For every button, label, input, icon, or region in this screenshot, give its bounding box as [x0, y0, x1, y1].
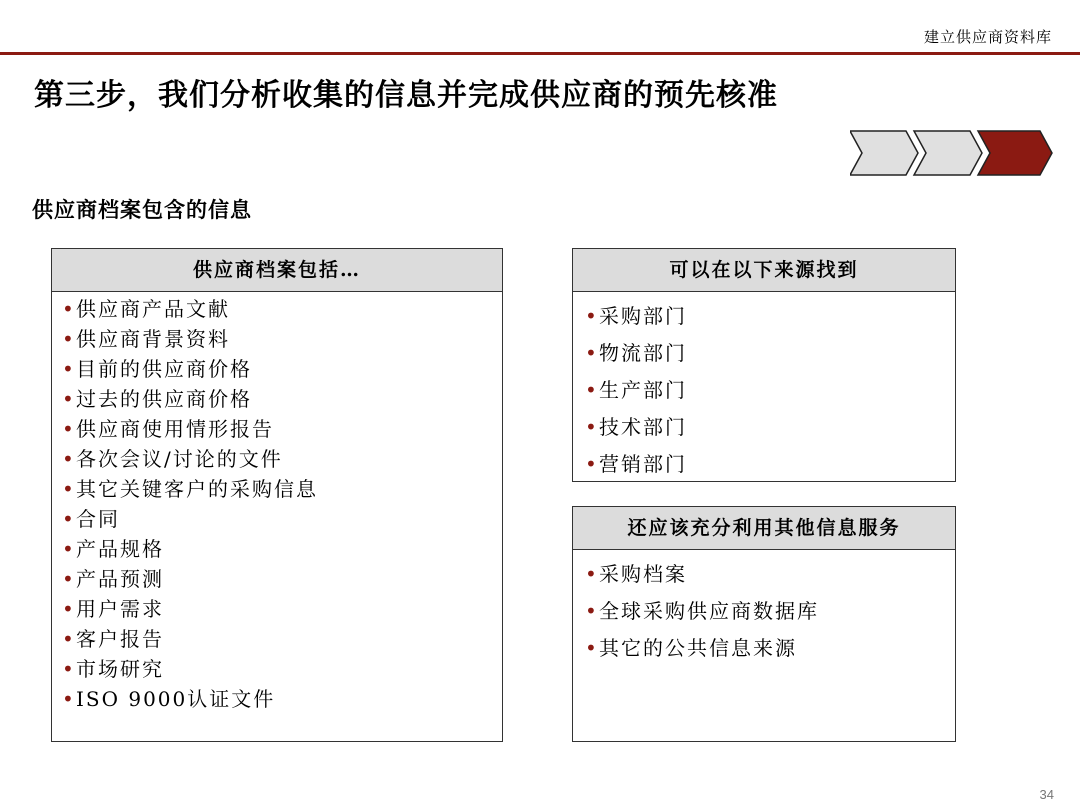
list-item	[62, 474, 502, 504]
list-item	[585, 298, 955, 335]
section-label: 建立供应商资料库	[923, 28, 1052, 46]
bullet-icon: •	[62, 477, 76, 501]
sources-heading: 可以在以下来源找到	[573, 249, 955, 292]
step-2-chevron	[914, 131, 982, 175]
list-item	[585, 372, 955, 409]
list-item-text: 营销部门	[599, 452, 687, 476]
list-item-text: ISO 9000认证文件	[76, 687, 276, 711]
page-title: 第三步，我们分析收集的信息并完成供应商的预先核准	[34, 78, 778, 113]
list-item	[62, 324, 502, 354]
services-list	[573, 550, 955, 667]
list-item	[62, 354, 502, 384]
list-item	[62, 684, 502, 714]
page-number: 34	[1039, 787, 1054, 802]
list-item-text: 采购部门	[599, 304, 687, 328]
bullet-icon: •	[585, 304, 599, 328]
list-item-text: 目前的供应商价格	[76, 357, 252, 381]
bullet-icon: •	[62, 657, 76, 681]
supplier-profile-list	[52, 292, 502, 714]
bullet-icon: •	[585, 452, 599, 476]
sources-box	[572, 248, 956, 482]
bullet-icon: •	[62, 447, 76, 471]
list-item	[62, 624, 502, 654]
list-item-text: 供应商产品文献	[76, 297, 230, 321]
list-item-text: 供应商背景资料	[76, 327, 230, 351]
bullet-icon: •	[585, 562, 599, 586]
bullet-icon: •	[585, 599, 599, 623]
step-progress-chevrons	[850, 130, 1054, 176]
list-item-text: 合同	[76, 507, 120, 531]
bullet-icon: •	[585, 636, 599, 660]
list-item-text: 物流部门	[599, 341, 687, 365]
list-item	[585, 556, 955, 593]
list-item-text: 各次会议/讨论的文件	[76, 447, 283, 471]
list-item-text: 产品预测	[76, 567, 164, 591]
bullet-icon: •	[62, 327, 76, 351]
bullet-icon: •	[62, 417, 76, 441]
bullet-icon: •	[62, 597, 76, 621]
header-divider	[0, 52, 1080, 55]
services-heading: 还应该充分利用其他信息服务	[573, 507, 955, 550]
bullet-icon: •	[62, 627, 76, 651]
bullet-icon: •	[62, 357, 76, 381]
list-item-text: 供应商使用情形报告	[76, 417, 274, 441]
list-item-text: 过去的供应商价格	[76, 387, 252, 411]
step-1-chevron	[850, 131, 918, 175]
list-item	[585, 409, 955, 446]
bullet-icon: •	[585, 378, 599, 402]
list-item	[62, 504, 502, 534]
list-item	[62, 564, 502, 594]
list-item-text: 采购档案	[599, 562, 687, 586]
list-item	[62, 294, 502, 324]
bullet-icon: •	[585, 415, 599, 439]
list-item-text: 用户需求	[76, 597, 164, 621]
bullet-icon: •	[62, 537, 76, 561]
list-item-text: 其它关键客户的采购信息	[76, 477, 318, 501]
list-item-text: 其它的公共信息来源	[599, 636, 797, 660]
supplier-profile-heading: 供应商档案包括…	[52, 249, 502, 292]
list-item-text: 客户报告	[76, 627, 164, 651]
supplier-profile-box	[51, 248, 503, 742]
list-item	[62, 594, 502, 624]
bullet-icon: •	[62, 387, 76, 411]
sources-list	[573, 292, 955, 483]
list-item	[62, 414, 502, 444]
list-item	[62, 384, 502, 414]
bullet-icon: •	[62, 297, 76, 321]
bullet-icon: •	[62, 567, 76, 591]
list-item-text: 技术部门	[599, 415, 687, 439]
list-item	[585, 630, 955, 667]
bullet-icon: •	[62, 687, 76, 711]
list-item	[585, 593, 955, 630]
services-box	[572, 506, 956, 742]
list-item-text: 全球采购供应商数据库	[599, 599, 819, 623]
bullet-icon: •	[585, 341, 599, 365]
section-subtitle: 供应商档案包含的信息	[32, 197, 252, 222]
list-item	[585, 335, 955, 372]
list-item	[62, 654, 502, 684]
list-item-text: 生产部门	[599, 378, 687, 402]
step-3-chevron	[978, 131, 1052, 175]
list-item	[62, 444, 502, 474]
bullet-icon: •	[62, 507, 76, 531]
list-item	[62, 534, 502, 564]
list-item-text: 市场研究	[76, 657, 164, 681]
list-item-text: 产品规格	[76, 537, 164, 561]
list-item	[585, 446, 955, 483]
